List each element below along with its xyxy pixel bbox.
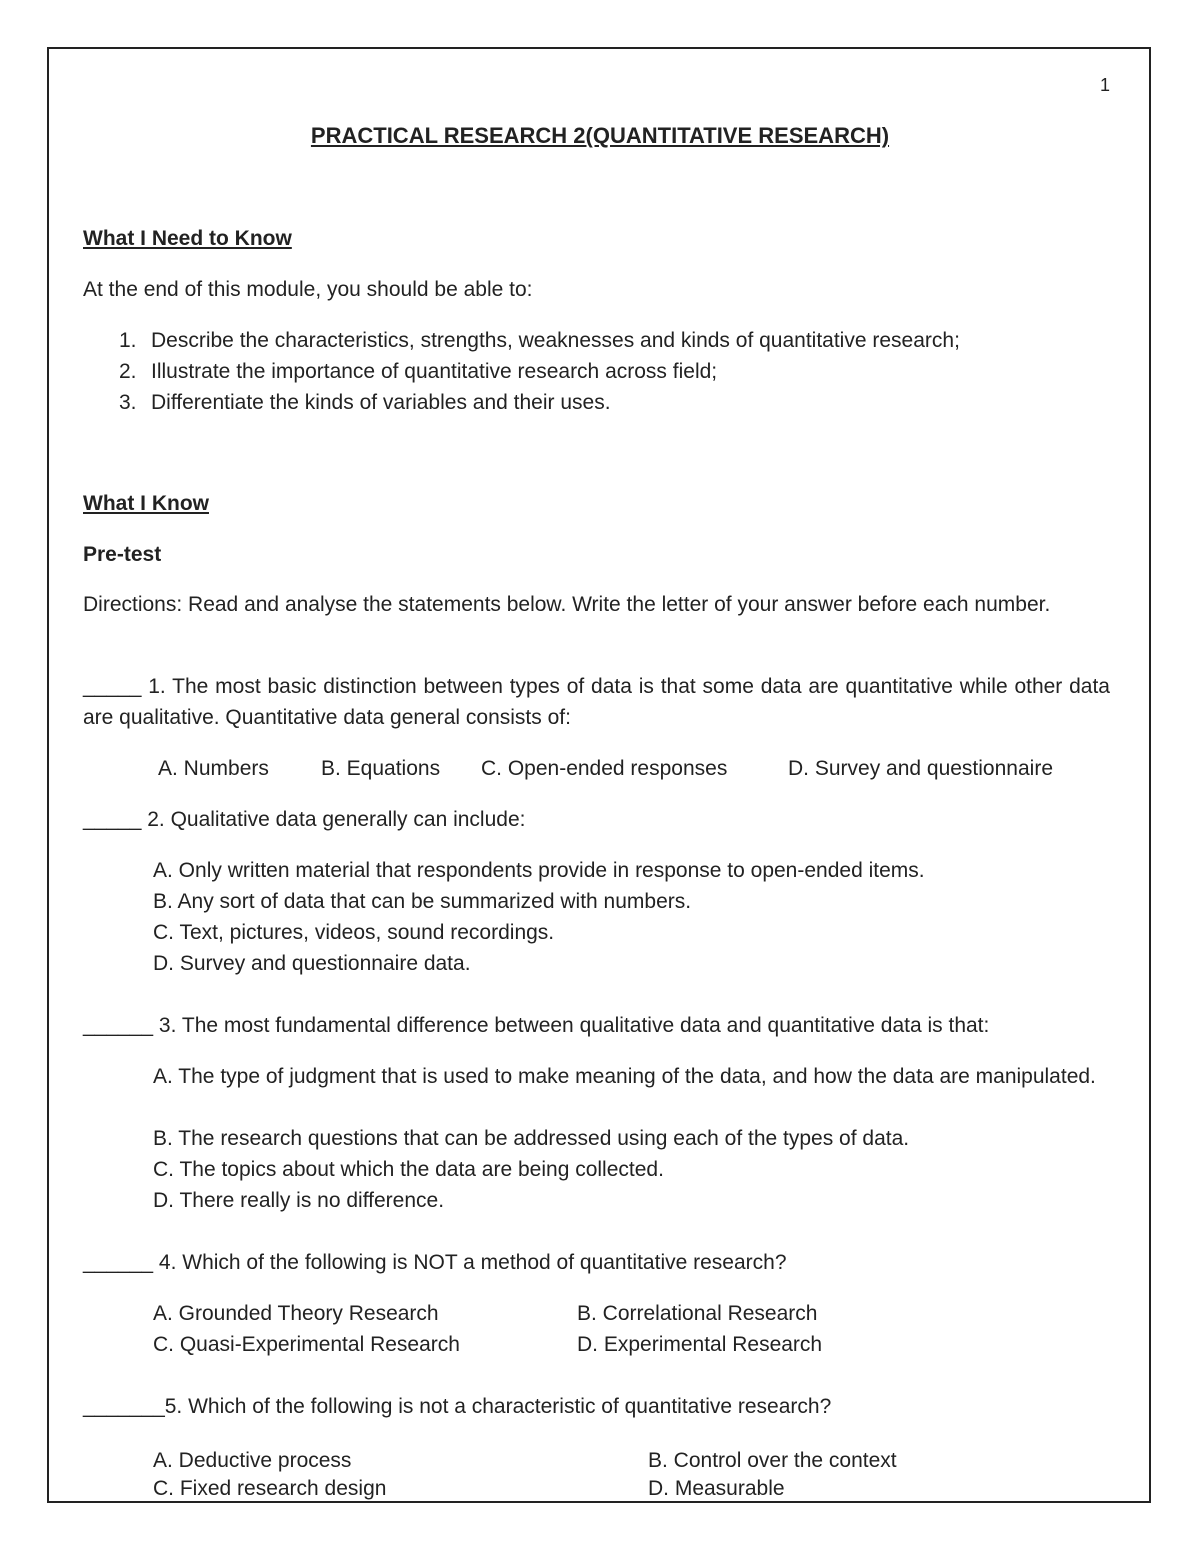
question-5-option-c: C. Fixed research design <box>153 1477 387 1500</box>
question-3-option-b: B. The research questions that can be addressed using each of the types of data. <box>153 1127 910 1150</box>
question-5-option-b: B. Control over the context <box>648 1449 897 1472</box>
question-4-stem: ______ 4. Which of the following is NOT a method of quantitative research? <box>83 1251 787 1274</box>
objective-item <box>119 387 611 418</box>
question-1-option-b: B. Equations <box>321 757 441 780</box>
question-2-stem: _____ 2. Qualitative data generally can include: <box>83 808 526 831</box>
question-4-option-c: C. Quasi-Experimental Research <box>153 1333 460 1356</box>
question-5-option-a: A. Deductive process <box>153 1449 352 1472</box>
page-number: 1 <box>1100 75 1111 95</box>
question-4-option-a: A. Grounded Theory Research <box>153 1302 439 1325</box>
question-3-option-d: D. There really is no difference. <box>153 1189 445 1212</box>
objective-text: Illustrate the importance of quantitative research across field; <box>151 360 718 383</box>
question-2-option-a: A. Only written material that respondents provide in response to open-ended items. <box>153 859 925 882</box>
question-3-option-a: A. The type of judgment that is used to make meaning of the data, and how the data are manipulated. <box>153 1065 1096 1088</box>
question-2-option-d: D. Survey and questionnaire data. <box>153 952 471 975</box>
heading-pre-test: Pre-test <box>83 543 162 566</box>
objective-item <box>119 356 717 387</box>
question-2-option-c: C. Text, pictures, videos, sound recordings. <box>153 921 555 944</box>
question-4-option-d: D. Experimental Research <box>577 1333 823 1356</box>
question-1-option-c: C. Open-ended responses <box>481 757 728 780</box>
question-3-stem: ______ 3. The most fundamental difference between qualitative data and quantitative data is that: <box>83 1014 990 1037</box>
question-3-option-c: C. The topics about which the data are being collected. <box>153 1158 664 1181</box>
objective-number: 3. <box>119 391 137 414</box>
question-2-option-b: B. Any sort of data that can be summarized with numbers. <box>153 890 692 913</box>
objective-text: Differentiate the kinds of variables and their uses. <box>151 391 611 414</box>
objectives-intro: At the end of this module, you should be able to: <box>83 278 533 301</box>
objective-number: 2. <box>119 360 137 383</box>
question-1-option-a: A. Numbers <box>158 757 269 780</box>
question-1-option-d: D. Survey and questionnaire <box>788 757 1053 780</box>
document-title: PRACTICAL RESEARCH 2(QUANTITATIVE RESEARCH) <box>310 123 890 148</box>
question-4-option-b: B. Correlational Research <box>577 1302 818 1325</box>
objective-text: Describe the characteristics, strengths, weaknesses and kinds of quantitative research; <box>151 329 960 352</box>
objective-number: 1. <box>119 329 137 352</box>
heading-need-to-know: What I Need to Know <box>83 227 292 250</box>
directions-text: Directions: Read and analyse the statements below. Write the letter of your answer before each number. <box>83 593 1051 616</box>
question-1-stem: _____ 1. The most basic distinction between types of data is that some data are quantitative while other data are qualitative. Quantitative data general consists of: <box>83 675 1110 729</box>
question-5-option-d: D. Measurable <box>648 1477 785 1500</box>
objective-item <box>119 325 960 356</box>
question-5-stem: _______5. Which of the following is not a characteristic of quantitative research? <box>83 1395 832 1418</box>
heading-what-i-know: What I Know <box>83 492 209 515</box>
